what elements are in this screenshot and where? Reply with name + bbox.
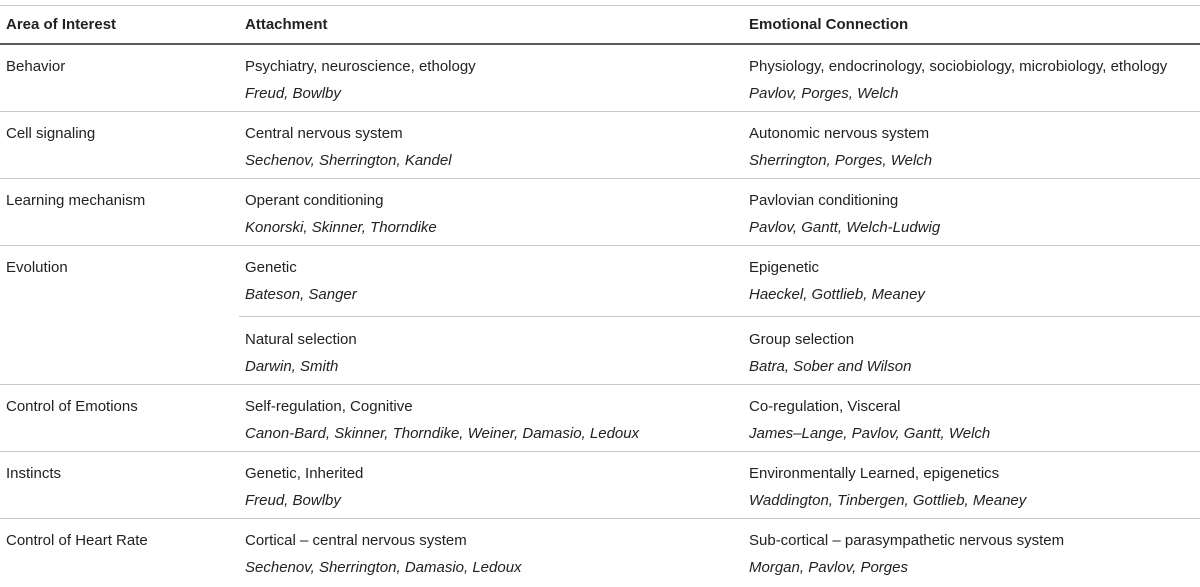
attachment-topic: Psychiatry, neuroscience, ethology — [245, 58, 476, 75]
attachment-topic: Genetic, Inherited — [245, 465, 364, 482]
emotional-authors: Morgan, Pavlov, Porges — [749, 559, 908, 576]
emotional-topic: Co-regulation, Visceral — [749, 398, 901, 415]
row-area: Control of Emotions — [6, 398, 138, 415]
attachment-topic: Cortical – central nervous system — [245, 532, 467, 549]
emotional-topic: Pavlovian conditioning — [749, 192, 899, 209]
table-row — [0, 246, 1200, 385]
attachment-authors: Sechenov, Sherrington, Damasio, Ledoux — [245, 559, 522, 576]
emotional-topic: Physiology, endocrinology, sociobiology, microbiology, ethology — [749, 58, 1168, 75]
attachment-authors: Sechenov, Sherrington, Kandel — [245, 152, 452, 169]
table-row — [0, 45, 1200, 112]
emotional-topic-2: Group selection — [749, 331, 855, 348]
emotional-topic: Environmentally Learned, epigenetics — [749, 465, 1000, 482]
table-row — [0, 112, 1200, 179]
attachment-topic: Self-regulation, Cognitive — [245, 398, 413, 415]
attachment-authors: Konorski, Skinner, Thorndike — [245, 219, 437, 236]
table-header — [0, 6, 1200, 45]
emotional-authors: Haeckel, Gottlieb, Meaney — [749, 286, 925, 303]
emotional-topic: Sub-cortical – parasympathetic nervous system — [749, 532, 1065, 549]
emotional-topic: Epigenetic — [749, 259, 820, 276]
row-area: Learning mechanism — [6, 192, 146, 209]
attachment-topic: Central nervous system — [245, 125, 403, 142]
comparison-table — [0, 5, 1200, 586]
header-area-of-interest: Area of Interest — [6, 16, 117, 33]
emotional-topic: Autonomic nervous system — [749, 125, 930, 142]
table-row — [0, 385, 1200, 452]
emotional-authors: Waddington, Tinbergen, Gottlieb, Meaney — [749, 492, 1027, 509]
row-area: Behavior — [6, 58, 66, 75]
attachment-topic: Genetic — [245, 259, 297, 276]
emotional-authors: Pavlov, Porges, Welch — [749, 85, 899, 102]
emotional-authors: James–Lange, Pavlov, Gantt, Welch — [749, 425, 991, 442]
table-row — [0, 519, 1200, 586]
row-area: Cell signaling — [6, 125, 96, 142]
attachment-authors: Freud, Bowlby — [245, 85, 341, 102]
table-row — [0, 452, 1200, 519]
attachment-authors: Freud, Bowlby — [245, 492, 341, 509]
attachment-topic: Operant conditioning — [245, 192, 384, 209]
table-row — [0, 179, 1200, 246]
sub-row-divider — [239, 316, 1200, 317]
row-area: Instincts — [6, 465, 62, 482]
header-attachment: Attachment — [245, 16, 328, 33]
emotional-authors: Pavlov, Gantt, Welch-Ludwig — [749, 219, 941, 236]
header-emotional-connection: Emotional Connection — [749, 16, 909, 33]
attachment-authors-2: Darwin, Smith — [245, 358, 339, 375]
row-area: Evolution — [6, 259, 68, 276]
emotional-authors-2: Batra, Sober and Wilson — [749, 358, 912, 375]
row-area: Control of Heart Rate — [6, 532, 148, 549]
attachment-authors: Bateson, Sanger — [245, 286, 357, 303]
emotional-authors: Sherrington, Porges, Welch — [749, 152, 933, 169]
attachment-authors: Canon-Bard, Skinner, Thorndike, Weiner, Damasio, Ledoux — [245, 425, 640, 442]
attachment-topic-2: Natural selection — [245, 331, 357, 348]
